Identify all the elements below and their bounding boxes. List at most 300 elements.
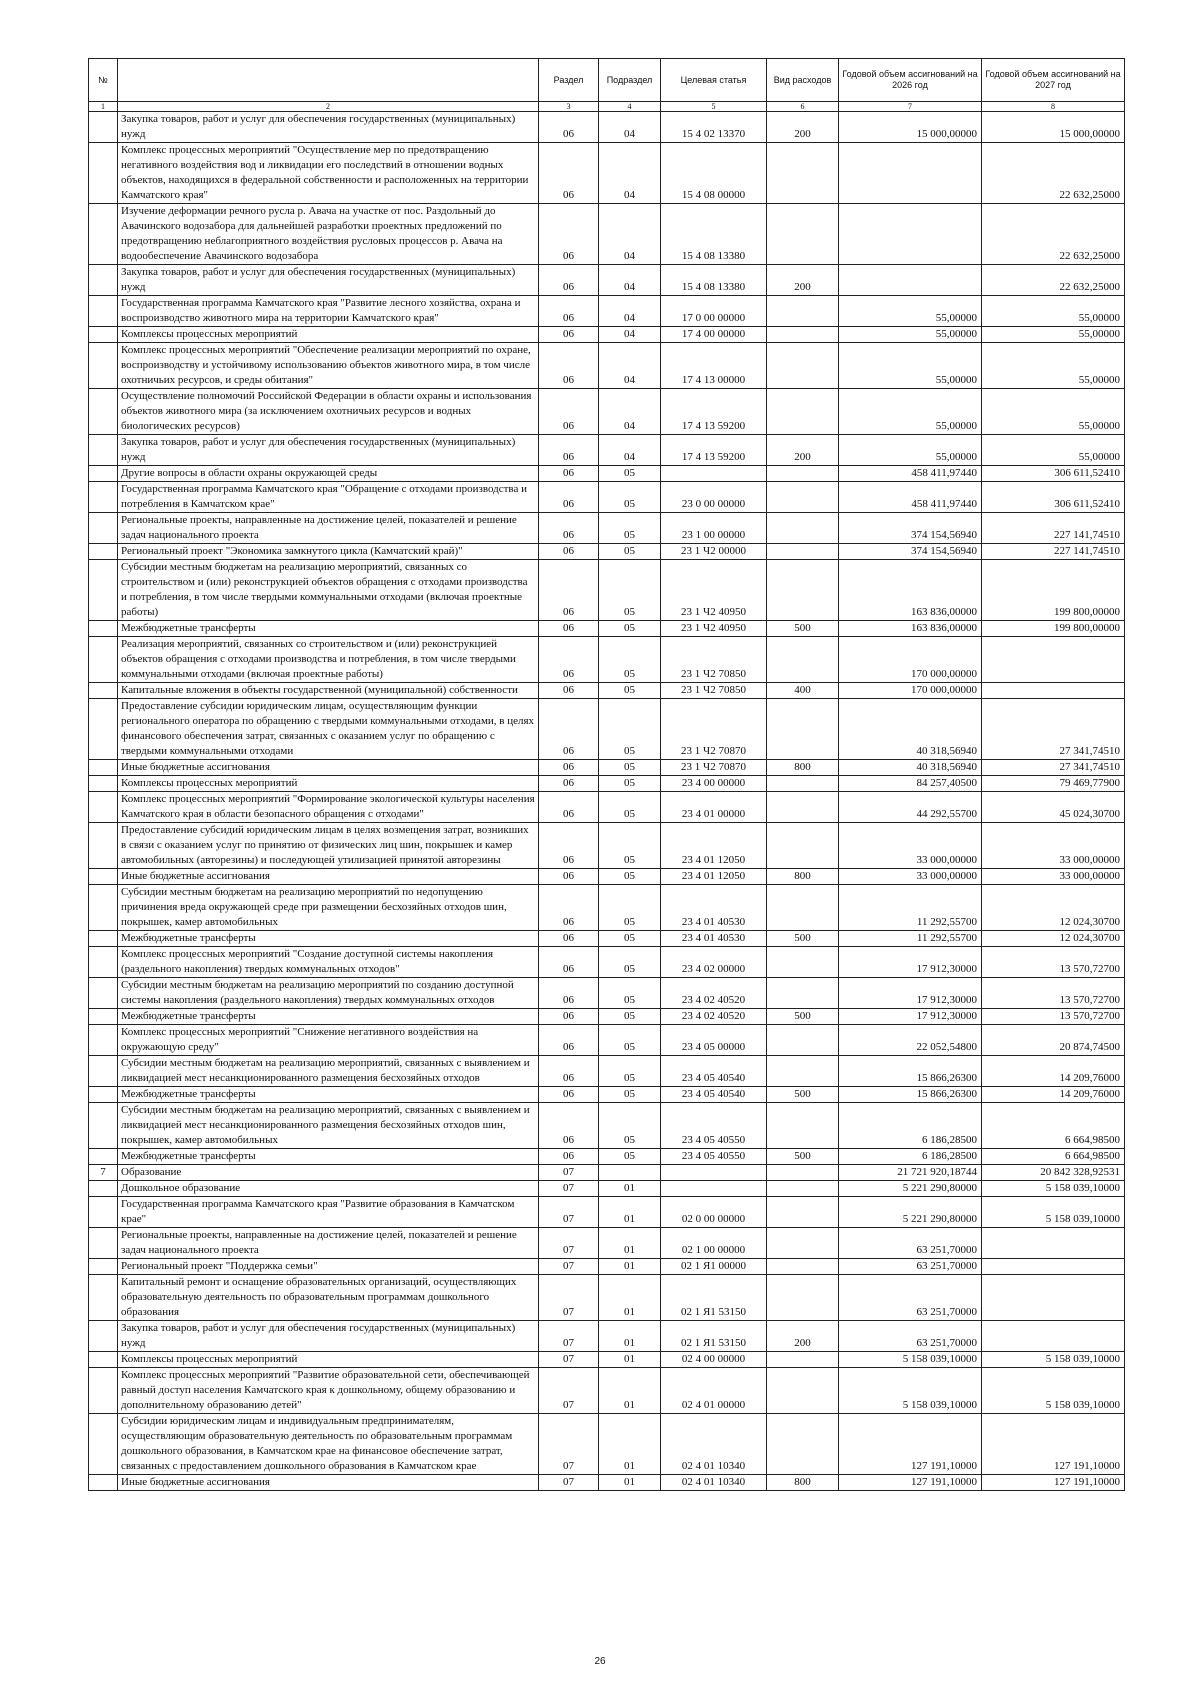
row-podrazdel: 05 (599, 466, 661, 482)
row-expense-type (767, 560, 839, 621)
row-amount-2026: 40 318,56940 (839, 699, 982, 760)
row-amount-2027 (982, 1259, 1125, 1275)
table-row (89, 792, 1125, 823)
header-expense-type: Вид расходов (767, 59, 839, 102)
row-amount-2026: 55,00000 (839, 389, 982, 435)
row-number (89, 1321, 118, 1352)
row-name: Межбюджетные трансферты (118, 621, 539, 637)
row-expense-type: 800 (767, 1475, 839, 1491)
row-amount-2026: 458 411,97440 (839, 482, 982, 513)
row-amount-2026: 17 912,30000 (839, 1009, 982, 1025)
row-name: Региональный проект "Поддержка семьи" (118, 1259, 539, 1275)
row-name: Изучение деформации речного русла р. Авача на участке от пос. Раздольный до Авачинского водозабора для дальнейшей разработки проектных предложений по предотвращению неблагоприятного воздействия русловых процессов р. Авача на водообеспечение Авачинского водозабора (118, 204, 539, 265)
column-number: 4 (599, 102, 661, 112)
row-expense-type (767, 637, 839, 683)
row-amount-2027: 13 570,72700 (982, 1009, 1125, 1025)
row-razdel: 06 (539, 1025, 599, 1056)
row-target-article: 15 4 02 13370 (661, 112, 767, 143)
row-amount-2027: 14 209,76000 (982, 1087, 1125, 1103)
row-number (89, 1009, 118, 1025)
row-name: Комплекс процессных мероприятий "Формирование экологической культуры населения Камчатского края в области безопасного обращения с отходами" (118, 792, 539, 823)
row-amount-2027: 199 800,00000 (982, 560, 1125, 621)
row-amount-2027: 33 000,00000 (982, 823, 1125, 869)
row-razdel: 07 (539, 1368, 599, 1414)
row-number (89, 1149, 118, 1165)
row-number (89, 776, 118, 792)
table-row (89, 1009, 1125, 1025)
row-amount-2027: 127 191,10000 (982, 1475, 1125, 1491)
row-expense-type (767, 1368, 839, 1414)
row-name: Межбюджетные трансферты (118, 1149, 539, 1165)
row-amount-2027: 27 341,74510 (982, 760, 1125, 776)
row-amount-2027: 22 632,25000 (982, 265, 1125, 296)
row-number (89, 792, 118, 823)
row-amount-2026: 6 186,28500 (839, 1149, 982, 1165)
row-name: Государственная программа Камчатского края "Обращение с отходами производства и потребления в Камчатском крае" (118, 482, 539, 513)
row-target-article: 15 4 08 13380 (661, 204, 767, 265)
row-number (89, 637, 118, 683)
row-name: Комплексы процессных мероприятий (118, 327, 539, 343)
row-target-article: 23 4 05 00000 (661, 1025, 767, 1056)
row-target-article: 23 4 01 00000 (661, 792, 767, 823)
row-name: Комплекс процессных мероприятий "Осуществление мер по предотвращению негативного воздействия вод и ликвидации его последствий в отношении водных объектов, находящихся в федеральной собственности и расположенных на территории Камчатского края" (118, 143, 539, 204)
column-number: 5 (661, 102, 767, 112)
budget-table (88, 58, 1125, 1491)
table-row (89, 1056, 1125, 1087)
row-expense-type (767, 143, 839, 204)
row-podrazdel: 05 (599, 978, 661, 1009)
row-amount-2026: 22 052,54800 (839, 1025, 982, 1056)
row-podrazdel: 01 (599, 1181, 661, 1197)
row-target-article: 23 4 01 12050 (661, 869, 767, 885)
table-row (89, 560, 1125, 621)
row-target-article (661, 466, 767, 482)
row-target-article: 23 1 Ч2 40950 (661, 621, 767, 637)
row-number (89, 1228, 118, 1259)
row-razdel: 06 (539, 343, 599, 389)
row-razdel: 07 (539, 1475, 599, 1491)
row-amount-2027: 22 632,25000 (982, 204, 1125, 265)
row-name: Комплексы процессных мероприятий (118, 776, 539, 792)
row-name: Другие вопросы в области охраны окружающей среды (118, 466, 539, 482)
row-number (89, 1197, 118, 1228)
row-expense-type: 500 (767, 621, 839, 637)
row-podrazdel: 05 (599, 544, 661, 560)
row-podrazdel: 04 (599, 389, 661, 435)
row-target-article: 23 1 Ч2 40950 (661, 560, 767, 621)
row-target-article: 23 1 00 00000 (661, 513, 767, 544)
table-row (89, 389, 1125, 435)
row-name: Субсидии местным бюджетам на реализацию мероприятий по недопущению причинения вреда окружающей среде при размещении бесхозяйных отходов шин, покрышек, камер автомобильных (118, 885, 539, 931)
row-number (89, 1259, 118, 1275)
row-name: Субсидии местным бюджетам на реализацию мероприятий, связанных со строительством и (или) реконструкцией объектов обращения с отходами производства и потребления, в том числе твердыми коммунальными отходами (включая проектные работы) (118, 560, 539, 621)
row-podrazdel: 04 (599, 343, 661, 389)
table-row (89, 112, 1125, 143)
row-name: Межбюджетные трансферты (118, 931, 539, 947)
row-target-article: 23 4 01 40530 (661, 885, 767, 931)
row-amount-2027: 45 024,30700 (982, 792, 1125, 823)
row-name: Закупка товаров, работ и услуг для обеспечения государственных (муниципальных) нужд (118, 112, 539, 143)
row-target-article: 23 4 05 40550 (661, 1103, 767, 1149)
row-expense-type: 200 (767, 435, 839, 466)
row-razdel: 07 (539, 1352, 599, 1368)
row-amount-2026: 127 191,10000 (839, 1475, 982, 1491)
row-amount-2027: 55,00000 (982, 343, 1125, 389)
row-amount-2027: 13 570,72700 (982, 978, 1125, 1009)
header-name (118, 59, 539, 102)
row-number (89, 435, 118, 466)
table-row (89, 482, 1125, 513)
row-razdel: 07 (539, 1321, 599, 1352)
row-podrazdel: 05 (599, 1056, 661, 1087)
row-expense-type (767, 792, 839, 823)
row-number (89, 560, 118, 621)
row-amount-2026 (839, 265, 982, 296)
row-expense-type: 800 (767, 869, 839, 885)
row-razdel: 06 (539, 143, 599, 204)
row-number (89, 1352, 118, 1368)
row-expense-type: 500 (767, 1087, 839, 1103)
table-row (89, 699, 1125, 760)
row-name: Субсидии местным бюджетам на реализацию мероприятий, связанных с выявлением и ликвидацией мест несанкционированного размещения бесхозяйных отходов (118, 1056, 539, 1087)
row-amount-2026: 33 000,00000 (839, 869, 982, 885)
row-amount-2026: 15 000,00000 (839, 112, 982, 143)
row-podrazdel: 04 (599, 327, 661, 343)
row-amount-2027: 12 024,30700 (982, 931, 1125, 947)
table-row (89, 885, 1125, 931)
row-expense-type: 400 (767, 683, 839, 699)
row-amount-2026: 21 721 920,18744 (839, 1165, 982, 1181)
row-name: Субсидии местным бюджетам на реализацию мероприятий, связанных с выявлением и ликвидацией мест несанкционированного размещения бесхозяйных отходов шин, покрышек, камер автомобильных (118, 1103, 539, 1149)
table-row (89, 327, 1125, 343)
row-expense-type (767, 296, 839, 327)
row-name: Образование (118, 1165, 539, 1181)
table-row (89, 265, 1125, 296)
row-name: Предоставление субсидий юридическим лицам в целях возмещения затрат, возникших в связи с оказанием услуг по принятию от физических лиц шин, покрышек и камер автомобильных (авторезины) и последующей утилизацией принятой авторезины (118, 823, 539, 869)
row-amount-2026: 55,00000 (839, 327, 982, 343)
row-amount-2027: 14 209,76000 (982, 1056, 1125, 1087)
row-number (89, 513, 118, 544)
row-razdel: 06 (539, 823, 599, 869)
table-row (89, 683, 1125, 699)
row-number (89, 947, 118, 978)
row-name: Закупка товаров, работ и услуг для обеспечения государственных (муниципальных) нужд (118, 435, 539, 466)
row-amount-2027: 199 800,00000 (982, 621, 1125, 637)
row-amount-2027 (982, 637, 1125, 683)
table-row (89, 513, 1125, 544)
row-name: Государственная программа Камчатского края "Развитие образования в Камчатском крае" (118, 1197, 539, 1228)
row-amount-2027: 33 000,00000 (982, 869, 1125, 885)
row-number (89, 265, 118, 296)
row-podrazdel: 05 (599, 699, 661, 760)
row-amount-2026: 63 251,70000 (839, 1275, 982, 1321)
row-razdel: 07 (539, 1259, 599, 1275)
row-number (89, 204, 118, 265)
row-razdel: 06 (539, 513, 599, 544)
row-razdel: 06 (539, 435, 599, 466)
row-podrazdel: 05 (599, 560, 661, 621)
row-podrazdel: 04 (599, 435, 661, 466)
row-target-article: 17 4 13 59200 (661, 435, 767, 466)
table-row (89, 637, 1125, 683)
row-target-article: 02 4 01 10340 (661, 1475, 767, 1491)
table-row (89, 435, 1125, 466)
table-row (89, 1321, 1125, 1352)
table-row (89, 1025, 1125, 1056)
row-amount-2027 (982, 1321, 1125, 1352)
table-row (89, 621, 1125, 637)
row-expense-type (767, 544, 839, 560)
column-number: 2 (118, 102, 539, 112)
row-amount-2027: 5 158 039,10000 (982, 1352, 1125, 1368)
row-amount-2026: 163 836,00000 (839, 621, 982, 637)
row-amount-2026: 15 866,26300 (839, 1056, 982, 1087)
row-target-article: 02 4 00 00000 (661, 1352, 767, 1368)
row-expense-type (767, 699, 839, 760)
row-razdel: 06 (539, 699, 599, 760)
header-amount-2027: Годовой объем ассигнований на 2027 год (982, 59, 1125, 102)
table-row (89, 1149, 1125, 1165)
row-target-article: 23 1 Ч2 70850 (661, 637, 767, 683)
header-row (89, 59, 1125, 102)
row-podrazdel: 05 (599, 1149, 661, 1165)
header-podrazdel: Подраздел (599, 59, 661, 102)
row-target-article: 23 4 02 40520 (661, 978, 767, 1009)
row-razdel: 06 (539, 1009, 599, 1025)
column-number: 6 (767, 102, 839, 112)
row-number (89, 1056, 118, 1087)
row-number (89, 978, 118, 1009)
table-row (89, 1259, 1125, 1275)
table-row (89, 466, 1125, 482)
row-target-article: 17 0 00 00000 (661, 296, 767, 327)
row-razdel: 06 (539, 544, 599, 560)
row-razdel: 06 (539, 466, 599, 482)
row-podrazdel: 05 (599, 792, 661, 823)
row-amount-2026: 374 154,56940 (839, 513, 982, 544)
table-row (89, 143, 1125, 204)
row-expense-type (767, 513, 839, 544)
row-expense-type (767, 1181, 839, 1197)
row-podrazdel: 05 (599, 482, 661, 513)
row-amount-2026: 5 158 039,10000 (839, 1368, 982, 1414)
row-number (89, 1368, 118, 1414)
row-amount-2026: 11 292,55700 (839, 885, 982, 931)
row-amount-2026: 55,00000 (839, 343, 982, 389)
row-amount-2026: 170 000,00000 (839, 683, 982, 699)
row-target-article: 23 1 Ч2 00000 (661, 544, 767, 560)
row-podrazdel (599, 1165, 661, 1181)
row-target-article: 23 4 02 40520 (661, 1009, 767, 1025)
row-name: Иные бюджетные ассигнования (118, 1475, 539, 1491)
row-razdel: 06 (539, 560, 599, 621)
row-podrazdel: 04 (599, 143, 661, 204)
row-amount-2026: 5 158 039,10000 (839, 1352, 982, 1368)
table-row (89, 1352, 1125, 1368)
table-row (89, 1275, 1125, 1321)
row-amount-2027: 306 611,52410 (982, 482, 1125, 513)
table-row (89, 1368, 1125, 1414)
row-expense-type (767, 1103, 839, 1149)
row-number (89, 823, 118, 869)
row-razdel: 06 (539, 389, 599, 435)
row-razdel: 06 (539, 621, 599, 637)
row-number (89, 112, 118, 143)
row-name: Дошкольное образование (118, 1181, 539, 1197)
row-expense-type (767, 978, 839, 1009)
row-amount-2027: 79 469,77900 (982, 776, 1125, 792)
row-amount-2026: 11 292,55700 (839, 931, 982, 947)
row-amount-2027: 6 664,98500 (982, 1103, 1125, 1149)
row-podrazdel: 04 (599, 112, 661, 143)
table-row (89, 544, 1125, 560)
row-podrazdel: 05 (599, 947, 661, 978)
row-amount-2026: 84 257,40500 (839, 776, 982, 792)
row-name: Предоставление субсидии юридическим лицам, осуществляющим функции регионального оператора по обращению с твердыми коммунальными отходами, в целях финансового обеспечения затрат, связанных с оказанием услуг по обращению с твердыми коммунальными отходами (118, 699, 539, 760)
row-razdel: 06 (539, 978, 599, 1009)
row-target-article: 23 4 00 00000 (661, 776, 767, 792)
row-expense-type (767, 947, 839, 978)
row-amount-2027: 15 000,00000 (982, 112, 1125, 143)
row-amount-2027: 5 158 039,10000 (982, 1181, 1125, 1197)
row-podrazdel: 01 (599, 1368, 661, 1414)
row-expense-type (767, 1197, 839, 1228)
row-number (89, 869, 118, 885)
column-number: 3 (539, 102, 599, 112)
row-amount-2026: 40 318,56940 (839, 760, 982, 776)
row-podrazdel: 01 (599, 1414, 661, 1475)
row-target-article: 23 1 Ч2 70870 (661, 699, 767, 760)
table-row (89, 1197, 1125, 1228)
row-name: Комплекс процессных мероприятий "Создание доступной системы накопления (раздельного накопления) твердых коммунальных отходов" (118, 947, 539, 978)
row-razdel: 07 (539, 1228, 599, 1259)
row-podrazdel: 05 (599, 885, 661, 931)
row-podrazdel: 05 (599, 683, 661, 699)
page-number: 26 (594, 1656, 606, 1667)
table-row (89, 1228, 1125, 1259)
row-target-article: 23 4 02 00000 (661, 947, 767, 978)
row-podrazdel: 01 (599, 1228, 661, 1259)
table-row (89, 947, 1125, 978)
row-amount-2027: 55,00000 (982, 389, 1125, 435)
row-razdel: 06 (539, 931, 599, 947)
row-target-article: 17 4 13 00000 (661, 343, 767, 389)
row-razdel: 07 (539, 1275, 599, 1321)
row-amount-2027 (982, 1228, 1125, 1259)
row-amount-2026: 55,00000 (839, 296, 982, 327)
table-row (89, 1475, 1125, 1491)
table-row (89, 978, 1125, 1009)
row-amount-2026: 55,00000 (839, 435, 982, 466)
row-amount-2026: 63 251,70000 (839, 1321, 982, 1352)
row-name: Субсидии местным бюджетам на реализацию мероприятий по созданию доступной системы накопления (раздельного накопления) твердых коммунальных отходов (118, 978, 539, 1009)
row-podrazdel: 05 (599, 869, 661, 885)
row-amount-2026: 33 000,00000 (839, 823, 982, 869)
row-target-article: 23 4 05 40540 (661, 1056, 767, 1087)
row-number (89, 760, 118, 776)
row-name: Капитальный ремонт и оснащение образовательных организаций, осуществляющих образовательную деятельность по образовательным программам дошкольного образования (118, 1275, 539, 1321)
column-number: 7 (839, 102, 982, 112)
row-podrazdel: 05 (599, 1103, 661, 1149)
row-razdel: 06 (539, 776, 599, 792)
column-number-row (89, 102, 1125, 112)
row-amount-2027: 12 024,30700 (982, 885, 1125, 931)
row-amount-2027: 13 570,72700 (982, 947, 1125, 978)
row-expense-type (767, 389, 839, 435)
row-expense-type: 200 (767, 112, 839, 143)
row-podrazdel: 05 (599, 513, 661, 544)
row-amount-2027 (982, 683, 1125, 699)
budget-sheet (88, 58, 1124, 1491)
row-razdel: 06 (539, 637, 599, 683)
row-name: Закупка товаров, работ и услуг для обеспечения государственных (муниципальных) нужд (118, 1321, 539, 1352)
row-amount-2027: 5 158 039,10000 (982, 1368, 1125, 1414)
row-number (89, 466, 118, 482)
table-row (89, 931, 1125, 947)
row-amount-2026: 5 221 290,80000 (839, 1181, 982, 1197)
table-row (89, 760, 1125, 776)
row-name: Региональные проекты, направленные на достижение целей, показателей и решение задач национального проекта (118, 1228, 539, 1259)
row-expense-type (767, 885, 839, 931)
row-name: Межбюджетные трансферты (118, 1087, 539, 1103)
row-target-article: 23 4 01 40530 (661, 931, 767, 947)
row-expense-type (767, 823, 839, 869)
row-target-article: 02 0 00 00000 (661, 1197, 767, 1228)
row-amount-2027: 227 141,74510 (982, 513, 1125, 544)
row-razdel: 07 (539, 1165, 599, 1181)
row-amount-2027: 127 191,10000 (982, 1414, 1125, 1475)
table-row (89, 343, 1125, 389)
row-amount-2026: 44 292,55700 (839, 792, 982, 823)
row-razdel: 06 (539, 112, 599, 143)
table-row (89, 776, 1125, 792)
row-expense-type: 500 (767, 931, 839, 947)
row-amount-2027: 55,00000 (982, 296, 1125, 327)
row-name: Комплекс процессных мероприятий "Развитие образовательной сети, обеспечивающей равный доступ населения Камчатского края к дошкольному, общему образованию и дополнительному образованию детей" (118, 1368, 539, 1414)
table-row (89, 1165, 1125, 1181)
row-razdel: 06 (539, 1149, 599, 1165)
row-number (89, 1475, 118, 1491)
row-expense-type: 200 (767, 265, 839, 296)
table-row (89, 1087, 1125, 1103)
row-amount-2026: 6 186,28500 (839, 1103, 982, 1149)
row-podrazdel: 05 (599, 621, 661, 637)
row-number (89, 544, 118, 560)
row-target-article: 02 4 01 00000 (661, 1368, 767, 1414)
row-amount-2026: 374 154,56940 (839, 544, 982, 560)
row-expense-type (767, 1352, 839, 1368)
row-target-article: 02 1 Я1 00000 (661, 1259, 767, 1275)
row-razdel: 06 (539, 482, 599, 513)
row-name: Иные бюджетные ассигнования (118, 869, 539, 885)
row-number (89, 389, 118, 435)
row-podrazdel: 05 (599, 1087, 661, 1103)
row-razdel: 06 (539, 760, 599, 776)
row-podrazdel: 05 (599, 1025, 661, 1056)
row-expense-type (767, 1165, 839, 1181)
row-expense-type: 800 (767, 760, 839, 776)
row-expense-type (767, 1414, 839, 1475)
row-target-article: 02 1 Я1 53150 (661, 1321, 767, 1352)
row-podrazdel: 04 (599, 296, 661, 327)
row-expense-type (767, 204, 839, 265)
row-name: Комплекс процессных мероприятий "Снижение негативного воздействия на окружающую среду" (118, 1025, 539, 1056)
row-podrazdel: 01 (599, 1475, 661, 1491)
header-no: № (89, 59, 118, 102)
row-number (89, 683, 118, 699)
row-expense-type (767, 482, 839, 513)
row-name: Государственная программа Камчатского края "Развитие лесного хозяйства, охрана и воспроизводство животного мира на территории Камчатского края" (118, 296, 539, 327)
